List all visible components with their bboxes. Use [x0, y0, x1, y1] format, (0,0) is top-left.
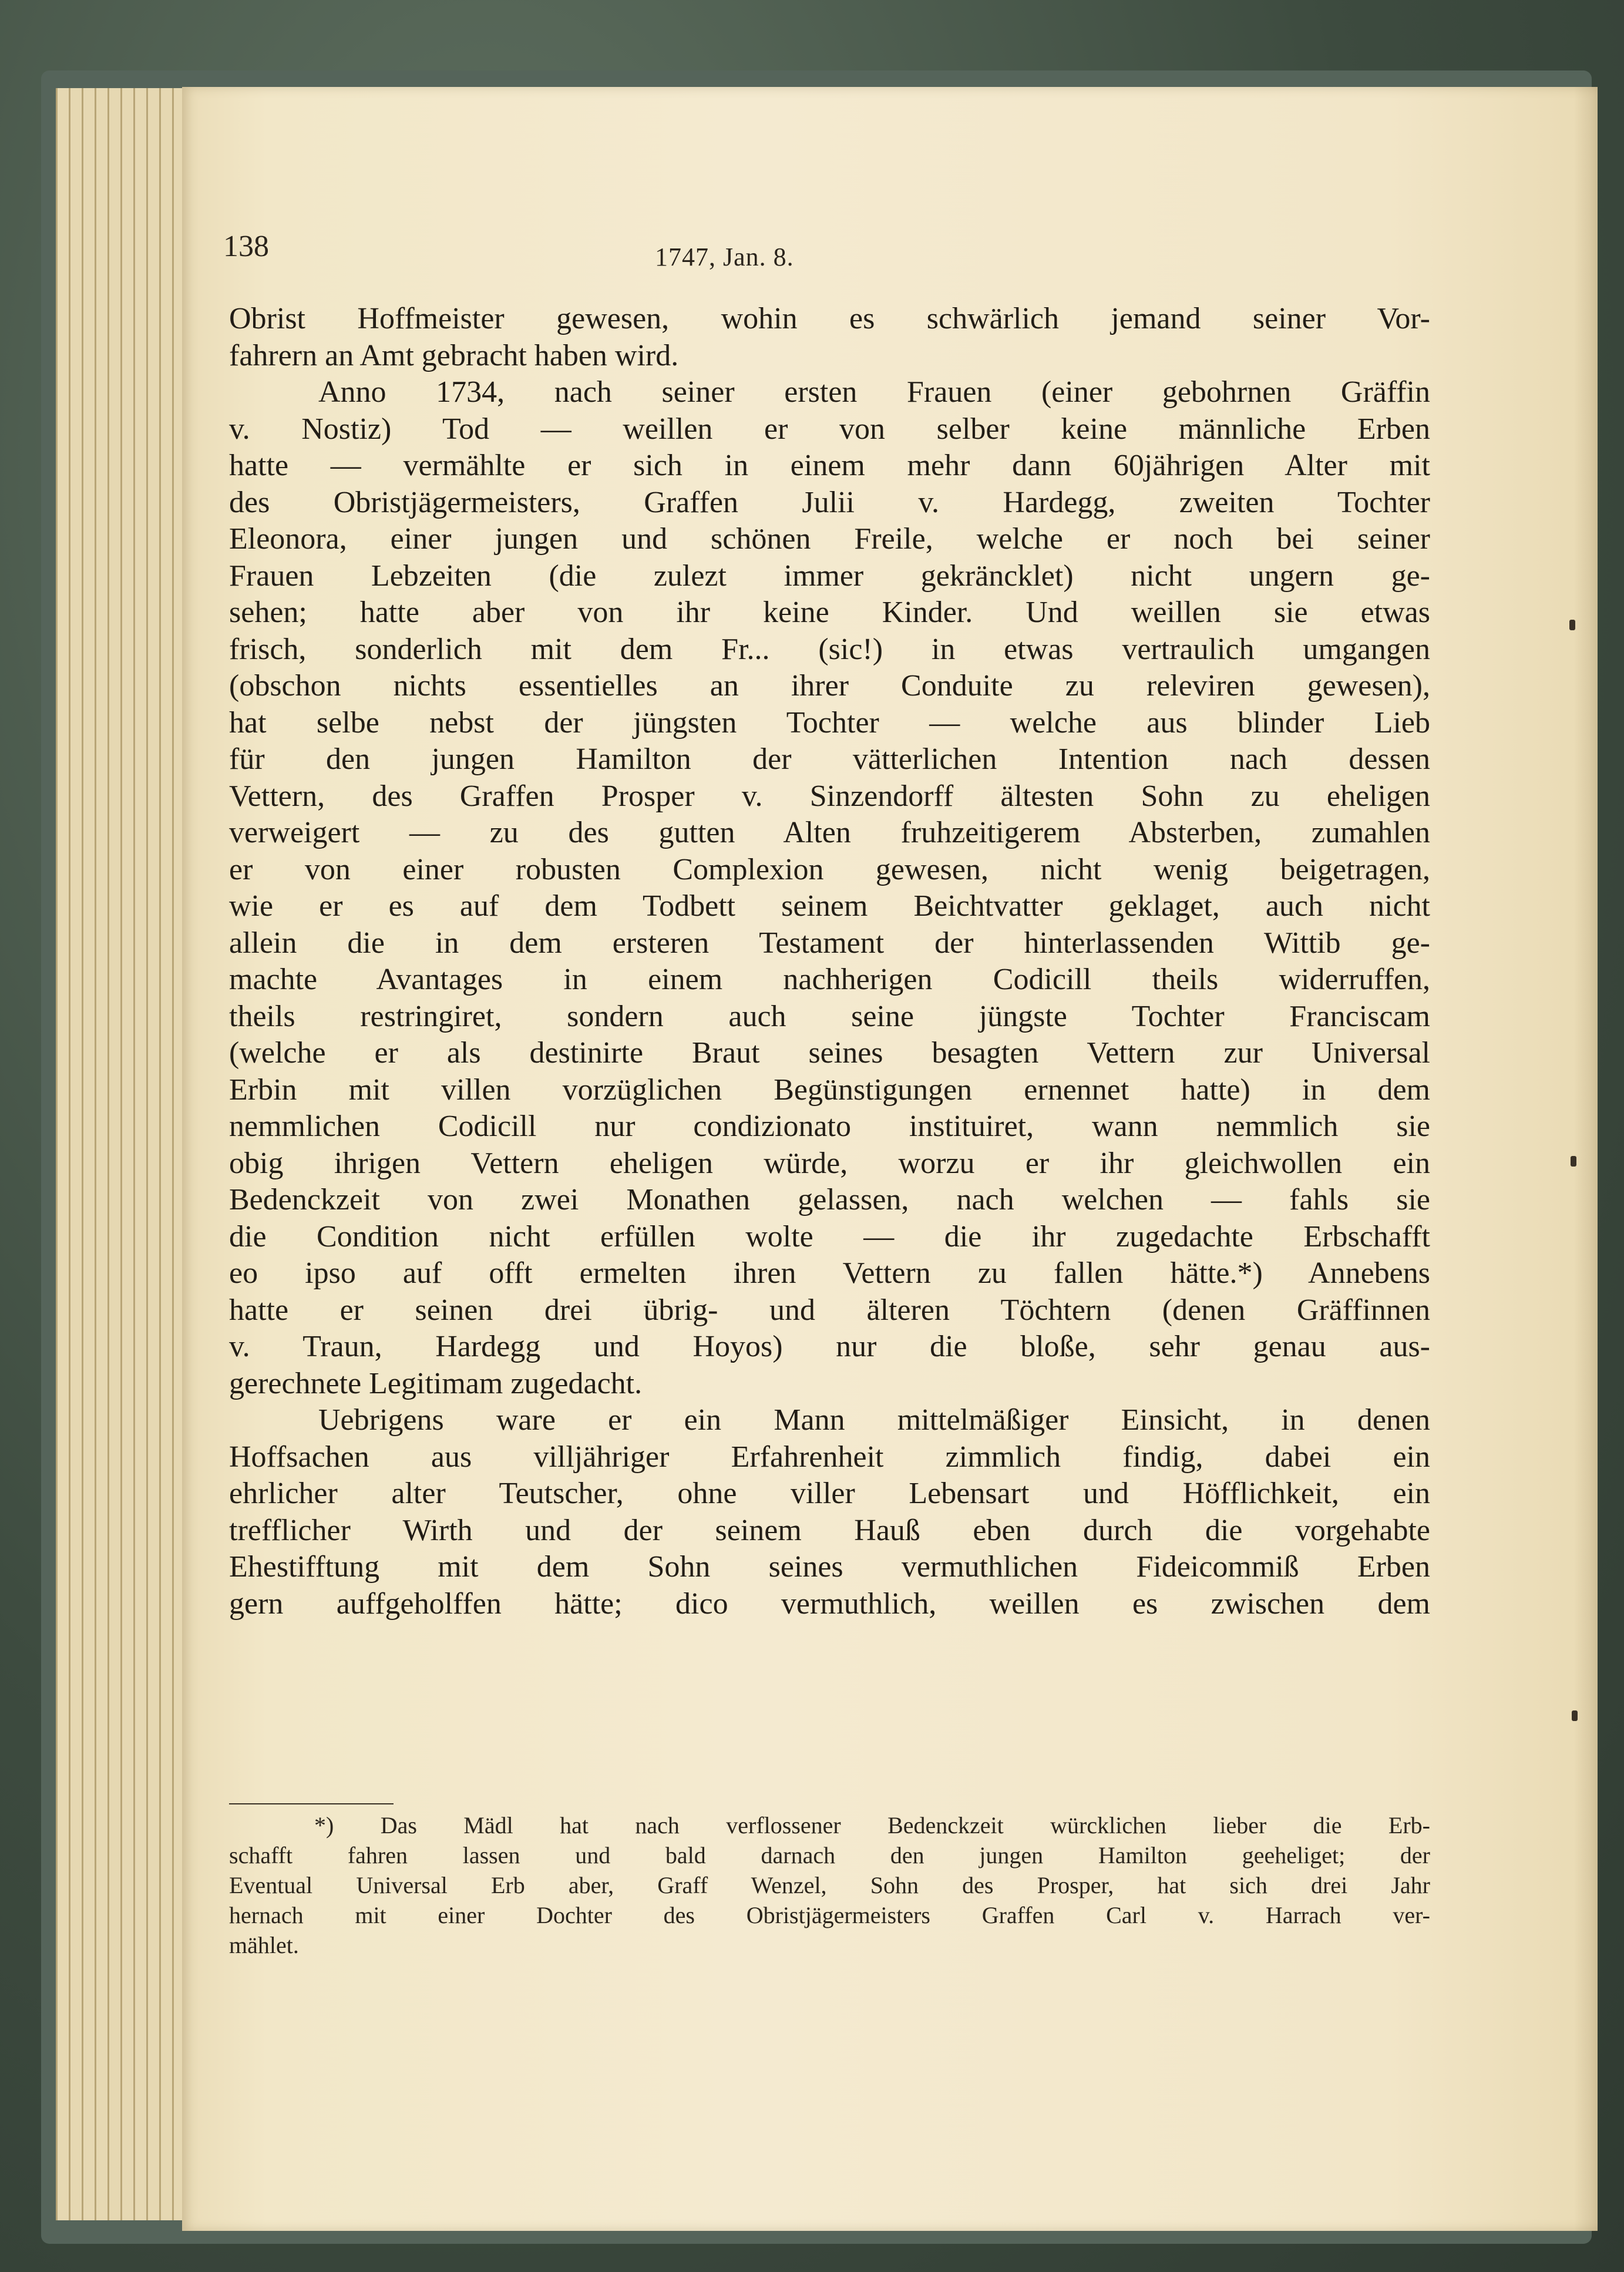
text-line: trefflicher Wirth und der seinem Hauß eben durch die vorgehabte: [229, 1513, 1430, 1547]
footnote-line: hernach mit einer Dochter des Obristjägermeisters Graffen Carl v. Harrach ver-: [229, 1902, 1430, 1928]
text-line: Uebrigens ware er ein Mann mittelmäßiger Einsicht, in denen: [318, 1403, 1430, 1437]
text-line: die Condition nicht erfüllen wolte — die ihr zugedachte Erbschafft: [229, 1219, 1430, 1253]
page-number: 138: [223, 230, 269, 263]
text-line: frisch, sonderlich mit dem Fr... (sic!) in etwas vertraulich umgangen: [229, 632, 1430, 666]
page-shadow: [1574, 87, 1598, 2231]
text-line: (welche er als destinirte Braut seines besagten Vettern zur Universal: [229, 1036, 1430, 1070]
text-line: v. Traun, Hardegg und Hoyos) nur die bloße, sehr genau aus-: [229, 1330, 1430, 1363]
text-line: ehrlicher alter Teutscher, ohne viller Lebensart und Höfflichkeit, ein: [229, 1477, 1430, 1510]
text-line: Bedenckzeit von zwei Monathen gelassen, nach welchen — fahls sie: [229, 1183, 1430, 1216]
text-line: theils restringiret, sondern auch seine jüngste Tochter Franciscam: [229, 999, 1430, 1033]
text-line: fahrern an Amt gebracht haben wird.: [229, 338, 679, 372]
text-line: verweigert — zu des gutten Alten fruhzeitigerem Absterben, zumahlen: [229, 816, 1430, 849]
body-text: [229, 301, 1430, 1622]
margin-mark: [1569, 620, 1575, 630]
text-line: sehen; hatte aber von ihr keine Kinder. Und weillen sie etwas: [229, 596, 1430, 629]
text-line: machte Avantages in einem nachherigen Codicill theils widerruffen,: [229, 963, 1430, 996]
page-header: [223, 229, 1075, 276]
text-line: obig ihrigen Vettern eheligen würde, worzu er ihr gleichwollen ein: [229, 1146, 1430, 1180]
footnote-line: mählet.: [229, 1932, 299, 1958]
text-line: hatte — vermählte er sich in einem mehr dann 60jährigen Alter mit: [229, 449, 1430, 482]
text-line: Eleonora, einer jungen und schönen Freile, welche er noch bei seiner: [229, 522, 1430, 556]
running-head: 1747, Jan. 8.: [655, 243, 794, 271]
text-line: hat selbe nebst der jüngsten Tochter — welche aus blinder Lieb: [229, 705, 1430, 740]
footnote-line: *) Das Mädl hat nach verflossener Bedenckzeit würcklichen lieber die Erb-: [314, 1812, 1430, 1839]
text-line: Anno 1734, nach seiner ersten Frauen (einer gebohrnen Gräffin: [318, 375, 1430, 409]
text-line: Ehestifftung mit dem Sohn seines vermuthlichen Fideicommiß Erben: [229, 1550, 1430, 1584]
margin-mark: [1571, 1156, 1576, 1167]
text-line: Obrist Hoffmeister gewesen, wohin es schwärlich jemand seiner Vor-: [229, 302, 1430, 335]
text-line: Frauen Lebzeiten (die zulezt immer gekräncklet) nicht ungern ge-: [229, 559, 1430, 593]
text-line: gerechnete Legitimam zugedacht.: [229, 1366, 643, 1400]
text-line: wie er es auf dem Todbett seinem Beichtvatter geklaget, auch nicht: [229, 889, 1430, 923]
text-line: v. Nostiz) Tod — weillen er von selber keine männliche Erben: [229, 412, 1430, 446]
text-line: (obschon nichts essentielles an ihrer Conduite zu releviren gewesen),: [229, 669, 1430, 703]
text-line: eo ipso auf offt ermelten ihren Vettern zu fallen hätte.*) Annebens: [229, 1256, 1430, 1290]
footnote-line: Eventual Universal Erb aber, Graff Wenzel, Sohn des Prosper, hat sich drei Jahr: [229, 1872, 1430, 1898]
footnote: [229, 1810, 1430, 1960]
text-line: nemmlichen Codicill nur condizionato instituiret, wann nemmlich sie: [229, 1110, 1430, 1143]
text-line: für den jungen Hamilton der vätterlichen Intention nach dessen: [229, 742, 1430, 776]
text-line: allein die in dem ersteren Testament der hinterlassenden Wittib ge-: [229, 926, 1430, 960]
text-line: hatte er seinen drei übrig- und älteren Töchtern (denen Gräffinnen: [229, 1293, 1430, 1327]
text-line: Erbin mit villen vorzüglichen Begünstigungen ernennet hatte) in dem: [229, 1073, 1430, 1107]
footnote-rule: [229, 1803, 394, 1804]
text-line: er von einer robusten Complexion gewesen, nicht wenig beigetragen,: [229, 852, 1430, 886]
footnote-line: schafft fahren lassen und bald darnach den jungen Hamilton geeheliget; der: [229, 1842, 1430, 1868]
page-edges: [56, 88, 197, 2220]
text-line: Vettern, des Graffen Prosper v. Sinzendorff ältesten Sohn zu eheligen: [229, 779, 1430, 813]
margin-mark: [1572, 1710, 1578, 1721]
text-line: gern auffgeholffen hätte; dico vermuthlich, weillen es zwischen dem: [229, 1587, 1430, 1621]
text-line: des Obristjägermeisters, Graffen Julii v. Hardegg, zweiten Tochter: [229, 485, 1430, 519]
text-line: Hoffsachen aus villjähriger Erfahrenheit zimmlich findig, dabei ein: [229, 1440, 1430, 1474]
